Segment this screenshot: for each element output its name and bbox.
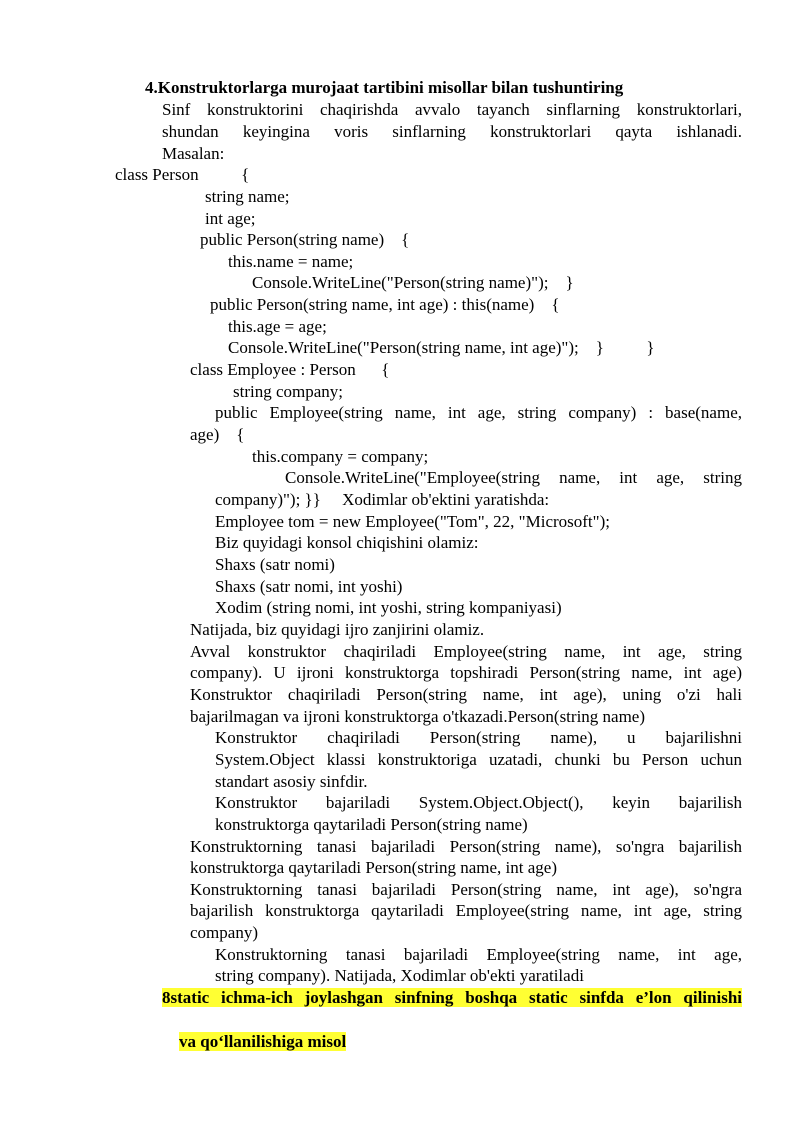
highlighted-heading-text: va qo‘llanilishiga misol <box>179 1031 347 1051</box>
explanation-line: Konstruktor chaqiriladi Person(string name, int age), uning o'zi hali <box>190 685 742 704</box>
code-line: Console.WriteLine("Person(string name, int age)"); } } <box>228 338 655 357</box>
code-line: class Person { <box>115 165 250 184</box>
explanation-line: System.Object klassi konstruktoriga uzatadi, chunki bu Person uchun <box>215 750 742 769</box>
code-line: public Person(string name, int age) : this(name) { <box>210 295 560 314</box>
code-line: Shaxs (satr nomi) <box>215 555 335 574</box>
intro-line: Masalan: <box>162 144 225 163</box>
code-line: Employee tom = new Employee("Tom", 22, "Microsoft"); <box>215 512 610 531</box>
explanation-line: konstruktorga qaytariladi Person(string name, int age) <box>190 858 557 877</box>
explanation-line: company) <box>190 923 258 942</box>
code-line: class Employee : Person { <box>190 360 390 379</box>
intro-line: Sinf konstruktorini chaqirishda avvalo tayanch sinflarning konstruktorlari, <box>162 100 742 119</box>
code-line: Console.WriteLine("Employee(string name, int age, string <box>285 468 742 487</box>
intro-line: shundan keyingina voris sinflarning konstruktorlari qayta ishlanadi. <box>162 122 742 141</box>
code-line: string company; <box>233 382 344 401</box>
code-line: public Employee(string name, int age, string company) : base(name, <box>215 403 742 422</box>
code-line: age) { <box>190 425 245 444</box>
highlighted-heading <box>162 987 742 1009</box>
explanation-line: Konstruktor chaqiriladi Person(string name), u bajarilishni <box>215 728 742 747</box>
explanation-line: bajarilish konstruktorga qaytariladi Employee(string name, int age, string <box>190 901 742 920</box>
explanation-line: Konstruktor bajariladi System.Object.Object(), keyin bajarilish <box>215 793 742 812</box>
section-heading: 4.Konstruktorlarga murojaat tartibini misollar bilan tushuntiring <box>145 78 624 97</box>
code-line: this.company = company; <box>252 447 429 466</box>
code-line: Xodim (string nomi, int yoshi, string kompaniyasi) <box>215 598 562 617</box>
explanation-line: Konstruktorning tanasi bajariladi Employee(string name, int age, <box>215 945 742 964</box>
code-line: Console.WriteLine("Person(string name)"); } <box>252 273 574 292</box>
code-line: int age; <box>205 209 256 228</box>
explanation-line: konstruktorga qaytariladi Person(string name) <box>215 815 528 834</box>
highlighted-heading-text: 8static ichma-ich joylashgan sinfning boshqa static sinfda e’lon qilinishi <box>162 988 742 1007</box>
code-line: this.name = name; <box>228 252 354 271</box>
explanation-line: Natijada, biz quyidagi ijro zanjirini olamiz. <box>190 620 485 639</box>
explanation-line: bajarilmagan va ijroni konstruktorga o'tkazadi.Person(string name) <box>190 707 646 726</box>
code-line: Biz quyidagi konsol chiqishini olamiz: <box>215 533 479 552</box>
explanation-line: Konstruktorning tanasi bajariladi Person(string name, int age), so'ngra <box>190 880 742 899</box>
explanation-line: standart asosiy sinfdir. <box>215 772 368 791</box>
explanation-line: string company). Natijada, Xodimlar ob'ekti yaratiladi <box>215 966 584 985</box>
highlighted-heading <box>162 1009 346 1074</box>
explanation-line: Konstruktorning tanasi bajariladi Person(string name), so'ngra bajarilish <box>190 837 742 856</box>
code-line: public Person(string name) { <box>200 230 410 249</box>
code-line: company)"); }} Xodimlar ob'ektini yaratishda: <box>215 490 550 509</box>
code-line: this.age = age; <box>228 317 327 336</box>
explanation-line: company). U ijroni konstruktorga topshiradi Person(string name, int age) <box>190 663 742 682</box>
code-line: string name; <box>205 187 290 206</box>
code-line: Shaxs (satr nomi, int yoshi) <box>215 577 403 596</box>
explanation-line: Avval konstruktor chaqiriladi Employee(string name, int age, string <box>190 642 742 661</box>
